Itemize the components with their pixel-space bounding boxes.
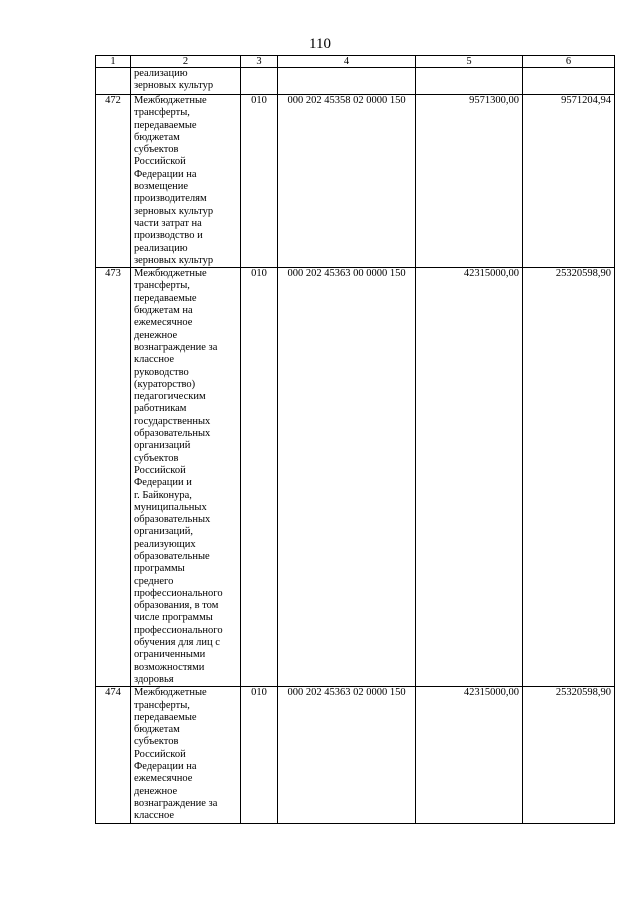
description-text: Межбюджетные трансферты, передаваемые бюджетам на ежемесячное денежное вознаграждение за классное руководство (кураторство) педагогическим работникам государственных образовательных организаций субъектов Российской Федерации и г. Байконура, муниципальных образовательных организаций, реализующих образовательные программы среднего профессионального образования, в том числе программы профессионального обучения для лиц с ограниченными возможностями здоровья <box>134 268 223 685</box>
row-number: 472 <box>96 95 131 268</box>
header-cell-6: 6 <box>523 56 615 68</box>
admin-code: 010 <box>241 268 278 687</box>
budget-classification-code: 000 202 45358 02 0000 150 <box>278 95 416 268</box>
table-row <box>96 687 615 824</box>
row-description <box>131 68 241 95</box>
header-cell-3: 3 <box>241 56 278 68</box>
header-cell-2: 2 <box>131 56 241 68</box>
actual-amount: 25320598,90 <box>523 687 615 824</box>
planned-amount: 9571300,00 <box>416 95 523 268</box>
planned-amount: 42315000,00 <box>416 687 523 824</box>
table-row <box>96 268 615 687</box>
planned-amount: 42315000,00 <box>416 268 523 687</box>
header-cell-4: 4 <box>278 56 416 68</box>
budget-classification-code: 000 202 45363 02 0000 150 <box>278 687 416 824</box>
header-row <box>96 56 615 68</box>
actual-amount <box>523 68 615 95</box>
admin-code <box>241 68 278 95</box>
actual-amount: 9571204,94 <box>523 95 615 268</box>
actual-amount: 25320598,90 <box>523 268 615 687</box>
header-cell-1: 1 <box>96 56 131 68</box>
row-number: 474 <box>96 687 131 824</box>
table-row <box>96 95 615 268</box>
description-text: Межбюджетные трансферты, передаваемые бюджетам субъектов Российской Федерации на возмещение производителям зерновых культур части затрат на производство и реализацию зерновых культур <box>134 95 214 266</box>
description-text: Межбюджетные трансферты, передаваемые бюджетам субъектов Российской Федерации на ежемесячное денежное вознаграждение за классное <box>134 687 218 822</box>
page-number: 110 <box>309 36 331 52</box>
planned-amount <box>416 68 523 95</box>
row-description <box>131 95 241 268</box>
row-number: 473 <box>96 268 131 687</box>
row-description <box>131 268 241 687</box>
header-cell-5: 5 <box>416 56 523 68</box>
budget-classification-code <box>278 68 416 95</box>
description-text: реализацию зерновых культур <box>134 68 214 92</box>
budget-classification-code: 000 202 45363 00 0000 150 <box>278 268 416 687</box>
admin-code: 010 <box>241 95 278 268</box>
table-row-continuation <box>96 68 615 95</box>
budget-table <box>95 55 615 824</box>
row-number <box>96 68 131 95</box>
admin-code: 010 <box>241 687 278 824</box>
row-description <box>131 687 241 824</box>
